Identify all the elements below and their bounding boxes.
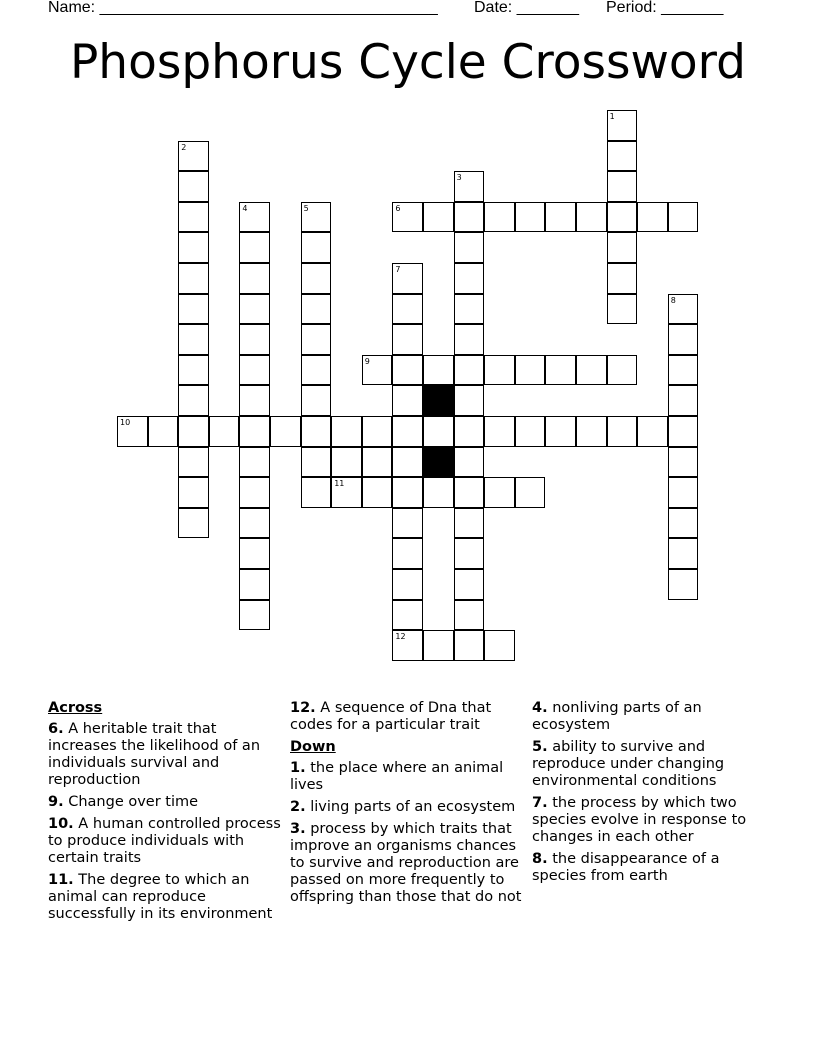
crossword-cell[interactable] [454,385,485,416]
across-heading: Across [48,700,103,716]
clue-number: 7 [395,265,401,274]
clue-number: 10 [120,418,131,427]
crossword-cell[interactable] [423,630,454,661]
clue-item-text: Change over time [68,794,199,810]
clue-item-number: 5. [532,739,548,755]
clue-item-text: the place where an animal lives [290,760,504,793]
clue-item-number: 3. [290,821,306,837]
crossword-cell[interactable] [454,263,485,294]
crossword-cell[interactable] [607,294,638,325]
crossword-cell[interactable] [239,324,270,355]
clues-column-2 [290,700,526,911]
clues-column-3 [532,700,768,890]
crossword-cell[interactable] [239,569,270,600]
clue-item-number: 8. [532,851,548,867]
clue-item-number: 6. [48,721,64,737]
crossword-cell[interactable] [301,294,332,325]
crossword-cell[interactable] [454,324,485,355]
crossword-cell[interactable] [209,416,240,447]
crossword-cell[interactable] [178,202,209,233]
crossword-cell[interactable] [392,630,423,661]
crossword-cell[interactable] [301,477,332,508]
crossword-cell[interactable] [392,324,423,355]
crossword-cell[interactable] [576,202,607,233]
crossword-cell[interactable] [392,385,423,416]
crossword-cell[interactable] [454,600,485,631]
clues-column-1 [48,700,284,928]
clue-number: 2 [181,142,187,152]
crossword-cell[interactable] [607,232,638,263]
clue-number: 1 [609,112,615,121]
clue-number: 6 [395,203,401,213]
clue-item-text: ability to survive and reproduce under changing environmental conditions [532,739,725,789]
clue-item-number: 10. [48,816,74,832]
crossword-cell[interactable] [178,508,209,539]
crossword-cell[interactable] [454,202,485,233]
crossword-cell[interactable] [270,416,301,447]
crossword-cell[interactable] [178,232,209,263]
crossword-cell[interactable] [515,477,546,508]
crossword-cell[interactable] [454,232,485,263]
crossword-cell[interactable] [239,508,270,539]
crossword-cell[interactable] [239,538,270,569]
crossword-cell[interactable] [668,447,699,478]
crossword-cell[interactable] [301,263,332,294]
crossword-cell[interactable] [576,355,607,386]
crossword-cell[interactable] [178,355,209,386]
name-field[interactable]: Name: ______________________________________ [48,0,438,16]
crossword-cell[interactable] [545,355,576,386]
crossword-cell[interactable] [576,416,607,447]
clue-item [290,700,526,734]
crossword-cell[interactable] [239,294,270,325]
crossword-cell[interactable] [392,600,423,631]
crossword-cell[interactable] [637,416,668,447]
clue-item-number: 12. [290,700,316,716]
crossword-cell[interactable] [668,294,699,325]
clue-item [532,851,768,885]
crossword-cell[interactable] [178,263,209,294]
crossword-cell[interactable] [117,416,148,447]
crossword-cell[interactable] [392,538,423,569]
crossword-cell[interactable] [454,355,485,386]
clue-item [48,721,284,789]
crossword-cell[interactable] [454,447,485,478]
crossword-cell[interactable] [239,355,270,386]
period-field[interactable]: Period: _______ [606,0,724,16]
crossword-cell[interactable] [362,355,393,386]
crossword-cell[interactable] [637,202,668,233]
clue-item-text: The degree to which an animal can reproduce successfully in its environment [48,872,273,922]
crossword-cell[interactable] [668,508,699,539]
crossword-cell[interactable] [178,385,209,416]
crossword-cell[interactable] [178,294,209,325]
clue-number: 3 [456,173,462,183]
clue-item [290,760,526,794]
crossword-cell[interactable] [454,171,485,202]
crossword-cell[interactable] [331,416,362,447]
clue-item [532,795,768,846]
crossword-cell[interactable] [301,385,332,416]
crossword-cell[interactable] [668,202,699,233]
crossword-cell[interactable] [484,416,515,447]
clue-item [532,700,768,734]
crossword-cell[interactable] [301,324,332,355]
clue-item-text: nonliving parts of an ecosystem [532,700,702,733]
clue-number: 5 [303,203,309,213]
clue-item-number: 7. [532,795,548,811]
clue-number: 8 [670,295,676,305]
crossword-cell[interactable] [301,416,332,447]
down-heading: Down [290,739,336,755]
crossword-cell[interactable] [668,477,699,508]
clue-item [532,739,768,790]
crossword-cell[interactable] [515,202,546,233]
crossword-cell[interactable] [239,447,270,478]
clue-number: 11 [334,479,345,489]
crossword-cell[interactable] [607,171,638,202]
crossword-cell[interactable] [454,569,485,600]
crossword-cell[interactable] [362,477,393,508]
date-field[interactable]: Date: _______ [474,0,579,16]
crossword-cell[interactable] [301,447,332,478]
clue-item-number: 11. [48,872,74,888]
clue-item [48,872,284,923]
crossword-cell[interactable] [423,355,454,386]
crossword-cell[interactable] [545,202,576,233]
crossword-cell[interactable] [607,141,638,172]
crossword-cell[interactable] [454,477,485,508]
crossword-cell[interactable] [392,416,423,447]
blocked-cell [423,447,454,478]
crossword-cell[interactable] [454,538,485,569]
crossword-cell[interactable] [423,202,454,233]
crossword-cell[interactable] [668,416,699,447]
crossword-cell[interactable] [607,263,638,294]
crossword-cell[interactable] [423,416,454,447]
crossword-cell[interactable] [484,202,515,233]
crossword-cell[interactable] [392,447,423,478]
crossword-cell[interactable] [239,385,270,416]
clue-item [48,816,284,867]
crossword-cell[interactable] [301,232,332,263]
crossword-cell[interactable] [392,477,423,508]
crossword-cell[interactable] [484,355,515,386]
crossword-cell[interactable] [392,569,423,600]
crossword-cell[interactable] [331,447,362,478]
crossword-cell[interactable] [148,416,179,447]
crossword-cell[interactable] [607,110,638,141]
down-clue-list-continued [532,700,768,885]
clue-item [290,821,526,906]
clue-item [48,794,284,811]
crossword-cell[interactable] [392,508,423,539]
clue-number: 12 [395,632,406,642]
crossword-cell[interactable] [239,600,270,631]
crossword-cell[interactable] [178,477,209,508]
clue-number: 9 [364,356,370,366]
clue-number: 4 [242,203,248,213]
clue-item-text: A heritable trait that increases the likelihood of an individuals survival and reproduction [48,721,261,788]
crossword-cell[interactable] [301,202,332,233]
crossword-cell[interactable] [239,202,270,233]
crossword-cell[interactable] [178,324,209,355]
crossword-cell[interactable] [392,263,423,294]
crossword-cell[interactable] [484,630,515,661]
crossword-cell[interactable] [454,630,485,661]
crossword-cell[interactable] [178,141,209,172]
crossword-cell[interactable] [668,385,699,416]
crossword-cell[interactable] [668,355,699,386]
crossword-cell[interactable] [178,447,209,478]
crossword-cell[interactable] [392,355,423,386]
crossword-cell[interactable] [362,416,393,447]
crossword-cell[interactable] [607,416,638,447]
crossword-cell[interactable] [484,477,515,508]
crossword-cell[interactable] [301,355,332,386]
clue-item-number: 2. [290,799,306,815]
crossword-cell[interactable] [178,416,209,447]
crossword-cell[interactable] [607,355,638,386]
clue-item-text: the process by which two species evolve in response to changes in each other [532,795,747,845]
crossword-cell[interactable] [392,294,423,325]
crossword-cell[interactable] [239,416,270,447]
crossword-cell[interactable] [454,416,485,447]
clue-item [290,799,526,816]
crossword-cell[interactable] [239,263,270,294]
clue-item-text: A human controlled process to produce individuals with certain traits [48,816,281,866]
crossword-cell[interactable] [362,447,393,478]
clue-item-number: 1. [290,760,306,776]
crossword-cell[interactable] [668,538,699,569]
crossword-cell[interactable] [515,355,546,386]
clue-item-text: process by which traits that improve an organisms chances to survive and reproduction are passed on more frequently to offspring than those that do not [290,821,522,905]
blocked-cell [423,385,454,416]
crossword-cell[interactable] [668,569,699,600]
crossword-cell[interactable] [668,324,699,355]
crossword-cell[interactable] [423,477,454,508]
crossword-cell[interactable] [607,202,638,233]
across-clue-list [48,721,284,923]
clue-item-number: 4. [532,700,548,716]
page-title: Phosphorus Cycle Crossword [69,35,747,90]
clue-item-text: A sequence of Dna that codes for a particular trait [290,700,492,733]
crossword-cell[interactable] [454,508,485,539]
down-clue-list [290,760,526,906]
crossword-cell[interactable] [392,202,423,233]
crossword-cell[interactable] [178,171,209,202]
crossword-cell[interactable] [331,477,362,508]
crossword-cell[interactable] [239,232,270,263]
across-clue-list-continued [290,700,526,734]
crossword-cell[interactable] [545,416,576,447]
clue-item-text: living parts of an ecosystem [310,799,516,815]
crossword-cell[interactable] [515,416,546,447]
crossword-cell[interactable] [239,477,270,508]
clue-item-number: 9. [48,794,64,810]
crossword-cell[interactable] [454,294,485,325]
clue-item-text: the disappearance of a species from earth [532,851,720,884]
